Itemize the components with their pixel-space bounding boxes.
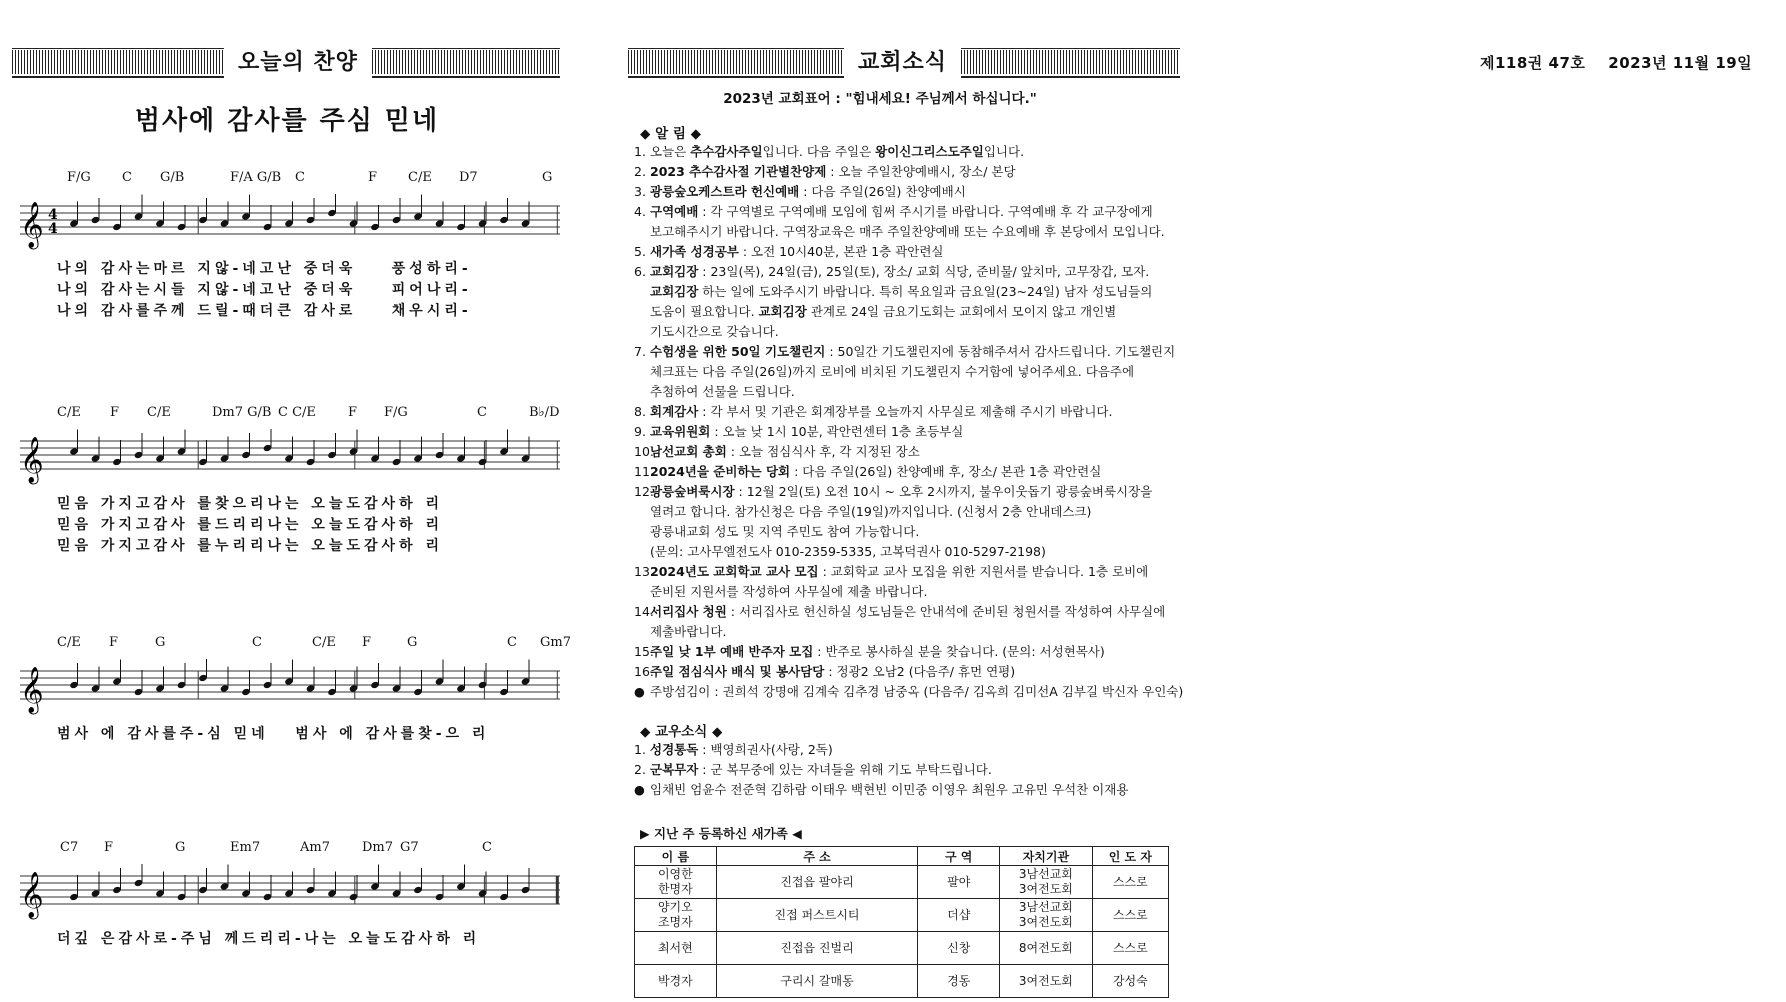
item-number: 9. <box>634 424 646 439</box>
item-text: 도움이 필요합니다. 교회김장 관계로 24일 금요기도회는 교회에서 모이지 않고 개인별 <box>650 304 1117 319</box>
table-header-cell: 인 도 자 <box>1092 847 1168 866</box>
lyric-line: 믿음 가지고감사 를누리리나는 오늘도감사하 리 <box>57 538 443 554</box>
item-text: 준비된 지원서를 작성하여 사무실에 제출 바랍니다. <box>650 584 928 599</box>
table-cell: 스스로 <box>1092 932 1168 965</box>
list-item <box>634 242 1194 262</box>
table-row <box>635 899 1169 932</box>
table-header-cell: 자치기관 <box>1000 847 1093 866</box>
member-list <box>634 740 1194 800</box>
list-item <box>634 642 1194 662</box>
item-text: 2023 추수감사절 기관별찬양제 : 오늘 주일찬양예배시, 장소/ 본당 <box>650 164 1016 179</box>
chord-symbol: F/G <box>67 170 91 185</box>
list-item <box>634 482 1194 502</box>
notice-section-title: ◆ 알 림 ◆ <box>640 126 701 142</box>
chord-symbol: F <box>368 170 378 185</box>
list-item <box>634 622 1194 642</box>
registration-title: ▶ 지난 주 등록하신 새가족 ◀ <box>640 826 802 841</box>
item-number <box>634 382 650 402</box>
chord-symbol: D7 <box>459 170 478 185</box>
item-number: 14. <box>634 604 654 619</box>
item-text: 주방섬김이 : 권희석 강명애 김계숙 김추경 남중옥 (다음주/ 김옥희 김미선A 김부길 박신자 우인숙) <box>650 684 1184 699</box>
item-text: 교회김장 : 23일(목), 24일(금), 25일(토), 장소/ 교회 식당, 준비물/ 앞치마, 고무장갑, 모자. <box>650 264 1150 279</box>
item-number <box>634 542 650 562</box>
list-item <box>634 662 1194 682</box>
lyric-line: 더깊 은감사로-주님 께드리리-나는 오늘도감사하 리 <box>57 931 481 947</box>
issue-info: 제118권 47호 2023년 11월 19일 <box>1480 54 1753 72</box>
table-cell: 진접읍 진벌리 <box>716 932 918 965</box>
item-text: 회계감사 : 각 부서 및 기관은 회계장부를 오늘까지 사무실로 제출해 주시기 바랍니다. <box>650 404 1113 419</box>
table-cell: 진접읍 팔야리 <box>716 866 918 899</box>
list-item <box>634 222 1194 242</box>
chord-symbol: C/E <box>57 405 81 420</box>
chord-symbol: G <box>175 840 186 855</box>
list-item <box>634 202 1194 222</box>
item-text: 구역예배 : 각 구역별로 구역예배 모임에 힘써 주시기를 바랍니다. 구역예배 후 각 교구장에게 <box>650 204 1153 219</box>
list-item <box>634 542 1194 562</box>
table-cell: 구리시 갈매동 <box>716 965 918 998</box>
table-cell: 더샵 <box>918 899 1000 932</box>
item-text: 새가족 성경공부 : 오전 10시40분, 본관 1층 곽안련실 <box>650 244 944 259</box>
list-item <box>634 682 1194 702</box>
score-system <box>12 405 562 554</box>
item-number: 1. <box>634 742 646 757</box>
chord-symbol: F <box>104 840 114 855</box>
list-item <box>634 602 1194 622</box>
item-text: 광릉숲오케스트라 헌신예배 : 다음 주일(26일) 찬양예배시 <box>650 184 966 199</box>
chord-symbol: Dm7 G/B <box>212 405 272 420</box>
chord-symbol: Am7 <box>300 840 330 855</box>
table-cell: 3남선교회 3여전도회 <box>1000 866 1093 899</box>
chord-symbol: C/E <box>57 635 81 650</box>
list-item <box>634 382 1194 402</box>
chord-symbol: F <box>348 405 358 420</box>
table-cell: 최서현 <box>635 932 717 965</box>
chord-symbol: C <box>295 170 305 185</box>
chord-symbol: G/B <box>160 170 185 185</box>
table-cell: 경동 <box>918 965 1000 998</box>
chord-symbol: C <box>482 840 492 855</box>
table-cell: 신창 <box>918 932 1000 965</box>
item-text: 오늘은 추수감사주일입니다. 다음 주일은 왕이신그리스도주일입니다. <box>650 144 1025 159</box>
item-number <box>634 522 650 542</box>
lyric-line: 나의 감사는시들 지않-네고난 중더욱 피어나리- <box>57 282 472 298</box>
list-item <box>634 780 1194 800</box>
staff <box>12 194 562 254</box>
item-text: 제출바랍니다. <box>650 624 727 639</box>
item-number: 15. <box>634 644 654 659</box>
chord-symbol: G <box>155 635 166 650</box>
chord-symbol: F <box>110 405 120 420</box>
chord-symbol: B♭/D <box>529 405 560 420</box>
list-item <box>634 342 1194 362</box>
item-text: 2024년도 교회학교 교사 모집 : 교회학교 교사 모집을 위한 지원서를 받습니다. 1층 로비에 <box>650 564 1149 579</box>
treble-clef-icon: 𝄞 <box>20 667 44 713</box>
item-text: (문의: 고사무엘전도사 010-2359-5335, 고복덕권사 010-5297-2198) <box>650 544 1046 559</box>
staff <box>12 659 562 719</box>
item-number: 13. <box>634 564 654 579</box>
item-number: 11. <box>634 464 654 479</box>
list-item <box>634 182 1194 202</box>
registration-header-row <box>635 847 1169 866</box>
chord-symbol: Em7 <box>230 840 261 855</box>
list-item <box>634 142 1194 162</box>
chord-symbol: C/E <box>147 405 171 420</box>
item-number: 4. <box>634 204 646 219</box>
list-item <box>634 402 1194 422</box>
item-number <box>634 282 650 302</box>
left-header-bar <box>12 48 560 78</box>
list-item <box>634 442 1194 462</box>
lyric-line: 믿음 가지고감사 를드리리나는 오늘도감사하 리 <box>57 517 443 533</box>
list-item <box>634 740 1194 760</box>
item-number: 7. <box>634 344 646 359</box>
item-number: 1. <box>634 144 646 159</box>
item-text: 보고해주시기 바랍니다. 구역장교육은 매주 주일찬양예배 또는 수요예배 후 본당에서 모입니다. <box>650 224 1165 239</box>
list-item <box>634 362 1194 382</box>
item-text: 교회김장 하는 일에 도와주시기 바랍니다. 특히 목요일과 금요일(23~24일) 남자 성도님들의 <box>650 284 1153 299</box>
item-number: ● <box>634 684 645 699</box>
lyric-line: 믿음 가지고감사 를찾으리나는 오늘도감사하 리 <box>57 496 443 512</box>
table-cell: 8여전도회 <box>1000 932 1093 965</box>
table-cell: 진접 퍼스트시티 <box>716 899 918 932</box>
chord-symbol: C <box>122 170 132 185</box>
item-number <box>634 302 650 322</box>
item-number: 2. <box>634 762 646 777</box>
item-text: 수험생을 위한 50일 기도챌린지 : 50일간 기도챌린지에 동참해주셔서 감사드립니다. 기도챌린지 <box>650 344 1176 359</box>
registration-table <box>634 846 1169 998</box>
left-header-title: 오늘의 찬양 <box>224 48 372 78</box>
list-item <box>634 282 1194 302</box>
chord-symbol: F/A G/B <box>230 170 282 185</box>
chord-symbol: F <box>109 635 119 650</box>
item-number: 10. <box>634 444 654 459</box>
table-header-cell: 구 역 <box>918 847 1000 866</box>
item-text: 군복무자 : 군 복무중에 있는 자녀들을 위해 기도 부탁드립니다. <box>650 762 992 777</box>
score-system <box>12 840 562 980</box>
score-system <box>12 635 571 775</box>
chord-symbol: C/E <box>408 170 432 185</box>
table-header-cell: 주 소 <box>716 847 918 866</box>
item-number: 16. <box>634 664 654 679</box>
staff <box>12 429 562 489</box>
chord-symbol: C <box>477 405 487 420</box>
item-text: 광릉내교회 성도 및 지역 주민도 참여 가능합니다. <box>650 524 920 539</box>
list-item <box>634 162 1194 182</box>
list-item <box>634 522 1194 542</box>
lyric-line: 나의 감사를주께 드릴-때더큰 감사로 채우시리- <box>57 303 472 319</box>
item-number: 5. <box>634 244 646 259</box>
chord-symbol: F <box>362 635 372 650</box>
chord-symbol: C/E <box>312 635 336 650</box>
item-number: 12. <box>634 484 654 499</box>
item-text: 교육위원회 : 오늘 낮 1시 10분, 곽안련센터 1층 초등부실 <box>650 424 964 439</box>
chord-symbol: G <box>407 635 418 650</box>
list-item <box>634 582 1194 602</box>
lyric-line: 나의 감사는마르 지않-네고난 중더욱 풍성하리- <box>57 261 472 277</box>
table-cell: 3남선교회 3여전도회 <box>1000 899 1093 932</box>
item-text: 서리집사 청원 : 서리집사로 헌신하실 성도님들은 안내석에 준비된 청원서를 작성하여 사무실에 <box>650 604 1166 619</box>
svg-text:4: 4 <box>48 221 58 237</box>
item-text: 주일 낮 1부 예배 반주자 모집 : 반주로 봉사하실 분을 찾습니다. (문의: 서성현목사) <box>650 644 1105 659</box>
chord-symbol: G7 <box>400 840 419 855</box>
item-text: 2024년을 준비하는 당회 : 다음 주일(26일) 찬양예배 후, 장소/ 본관 1층 곽안련실 <box>650 464 1102 479</box>
list-item <box>634 262 1194 282</box>
mid-header-bar <box>628 48 1180 78</box>
item-number <box>634 622 650 642</box>
list-item <box>634 462 1194 482</box>
table-cell: 박경자 <box>635 965 717 998</box>
table-cell: 팔야 <box>918 866 1000 899</box>
table-cell: 강성숙 <box>1092 965 1168 998</box>
table-cell: 양기오 조명자 <box>635 899 717 932</box>
table-cell: 이영한 한명자 <box>635 866 717 899</box>
item-number: 8. <box>634 404 646 419</box>
item-text: 임채빈 엄윤수 전준혁 김하람 이태우 백현빈 이민중 이영우 최원우 고유민 우석찬 이재용 <box>650 782 1129 797</box>
item-text: 주일 점심식사 배식 및 봉사담당 : 정광2 오남2 (다음주/ 휴먼 연평) <box>650 664 1016 679</box>
chord-symbol: C <box>507 635 517 650</box>
item-text: 남선교회 총회 : 오늘 점심식사 후, 각 지정된 장소 <box>650 444 920 459</box>
mid-header-title: 교회소식 <box>844 48 961 78</box>
table-row <box>635 866 1169 899</box>
list-item <box>634 322 1194 342</box>
treble-clef-icon: 𝄞 <box>20 872 44 918</box>
item-number: 3. <box>634 184 646 199</box>
item-number: 6. <box>634 264 646 279</box>
list-item <box>634 760 1194 780</box>
list-item <box>634 562 1194 582</box>
svg-text:4: 4 <box>48 207 58 223</box>
item-number <box>634 362 650 382</box>
item-number <box>634 322 650 342</box>
table-header-cell: 이 름 <box>635 847 717 866</box>
table-cell: 스스로 <box>1092 866 1168 899</box>
staff <box>12 864 562 924</box>
song-title: 범사에 감사를 주심 믿네 <box>134 106 440 136</box>
chord-symbol: C <box>252 635 262 650</box>
member-section-title: ◆ 교우소식 ◆ <box>640 724 723 740</box>
item-number <box>634 222 650 242</box>
item-number: 2. <box>634 164 646 179</box>
item-text: 추첨하여 선물을 드립니다. <box>650 384 795 399</box>
list-item <box>634 502 1194 522</box>
item-number <box>634 502 650 522</box>
chord-symbol: F/G <box>384 405 408 420</box>
chord-symbol: C7 <box>60 840 79 855</box>
list-item <box>634 422 1194 442</box>
list-item <box>634 302 1194 322</box>
item-text: 광릉숲벼룩시장 : 12월 2일(토) 오전 10시 ~ 오후 2시까지, 불우이웃돕기 광릉숲벼룩시장을 <box>650 484 1153 499</box>
notice-list <box>634 142 1194 702</box>
item-text: 성경통독 : 백영희권사(사랑, 2독) <box>650 742 833 757</box>
chord-symbol: G <box>542 170 553 185</box>
chord-symbol: Gm7 <box>540 635 571 650</box>
table-cell: 스스로 <box>1092 899 1168 932</box>
item-text: 기도시간으로 갖습니다. <box>650 324 779 339</box>
treble-clef-icon: 𝄞 <box>20 202 44 248</box>
score-system <box>12 170 562 319</box>
item-number <box>634 582 650 602</box>
table-row <box>635 965 1169 998</box>
item-text: 체크표는 다음 주일(26일)까지 로비에 비치된 기도챌린지 수거함에 넣어주세요. 다음주에 <box>650 364 1135 379</box>
treble-clef-icon: 𝄞 <box>20 437 44 483</box>
church-motto: 2023년 교회표어 : "힘내세요! 주님께서 하십니다." <box>723 91 1037 107</box>
table-cell: 3여전도회 <box>1000 965 1093 998</box>
chord-symbol: Dm7 <box>362 840 394 855</box>
item-text: 열려고 합니다. 참가신청은 다음 주일(19일)까지입니다. (신청서 2층 안내데스크) <box>650 504 1092 519</box>
table-row <box>635 932 1169 965</box>
item-number: ● <box>634 782 645 797</box>
chord-symbol: C C/E <box>278 405 316 420</box>
lyric-line: 범사 에 감사를주-심 믿네 범사 에 감사를찾-으 리 <box>57 726 490 742</box>
